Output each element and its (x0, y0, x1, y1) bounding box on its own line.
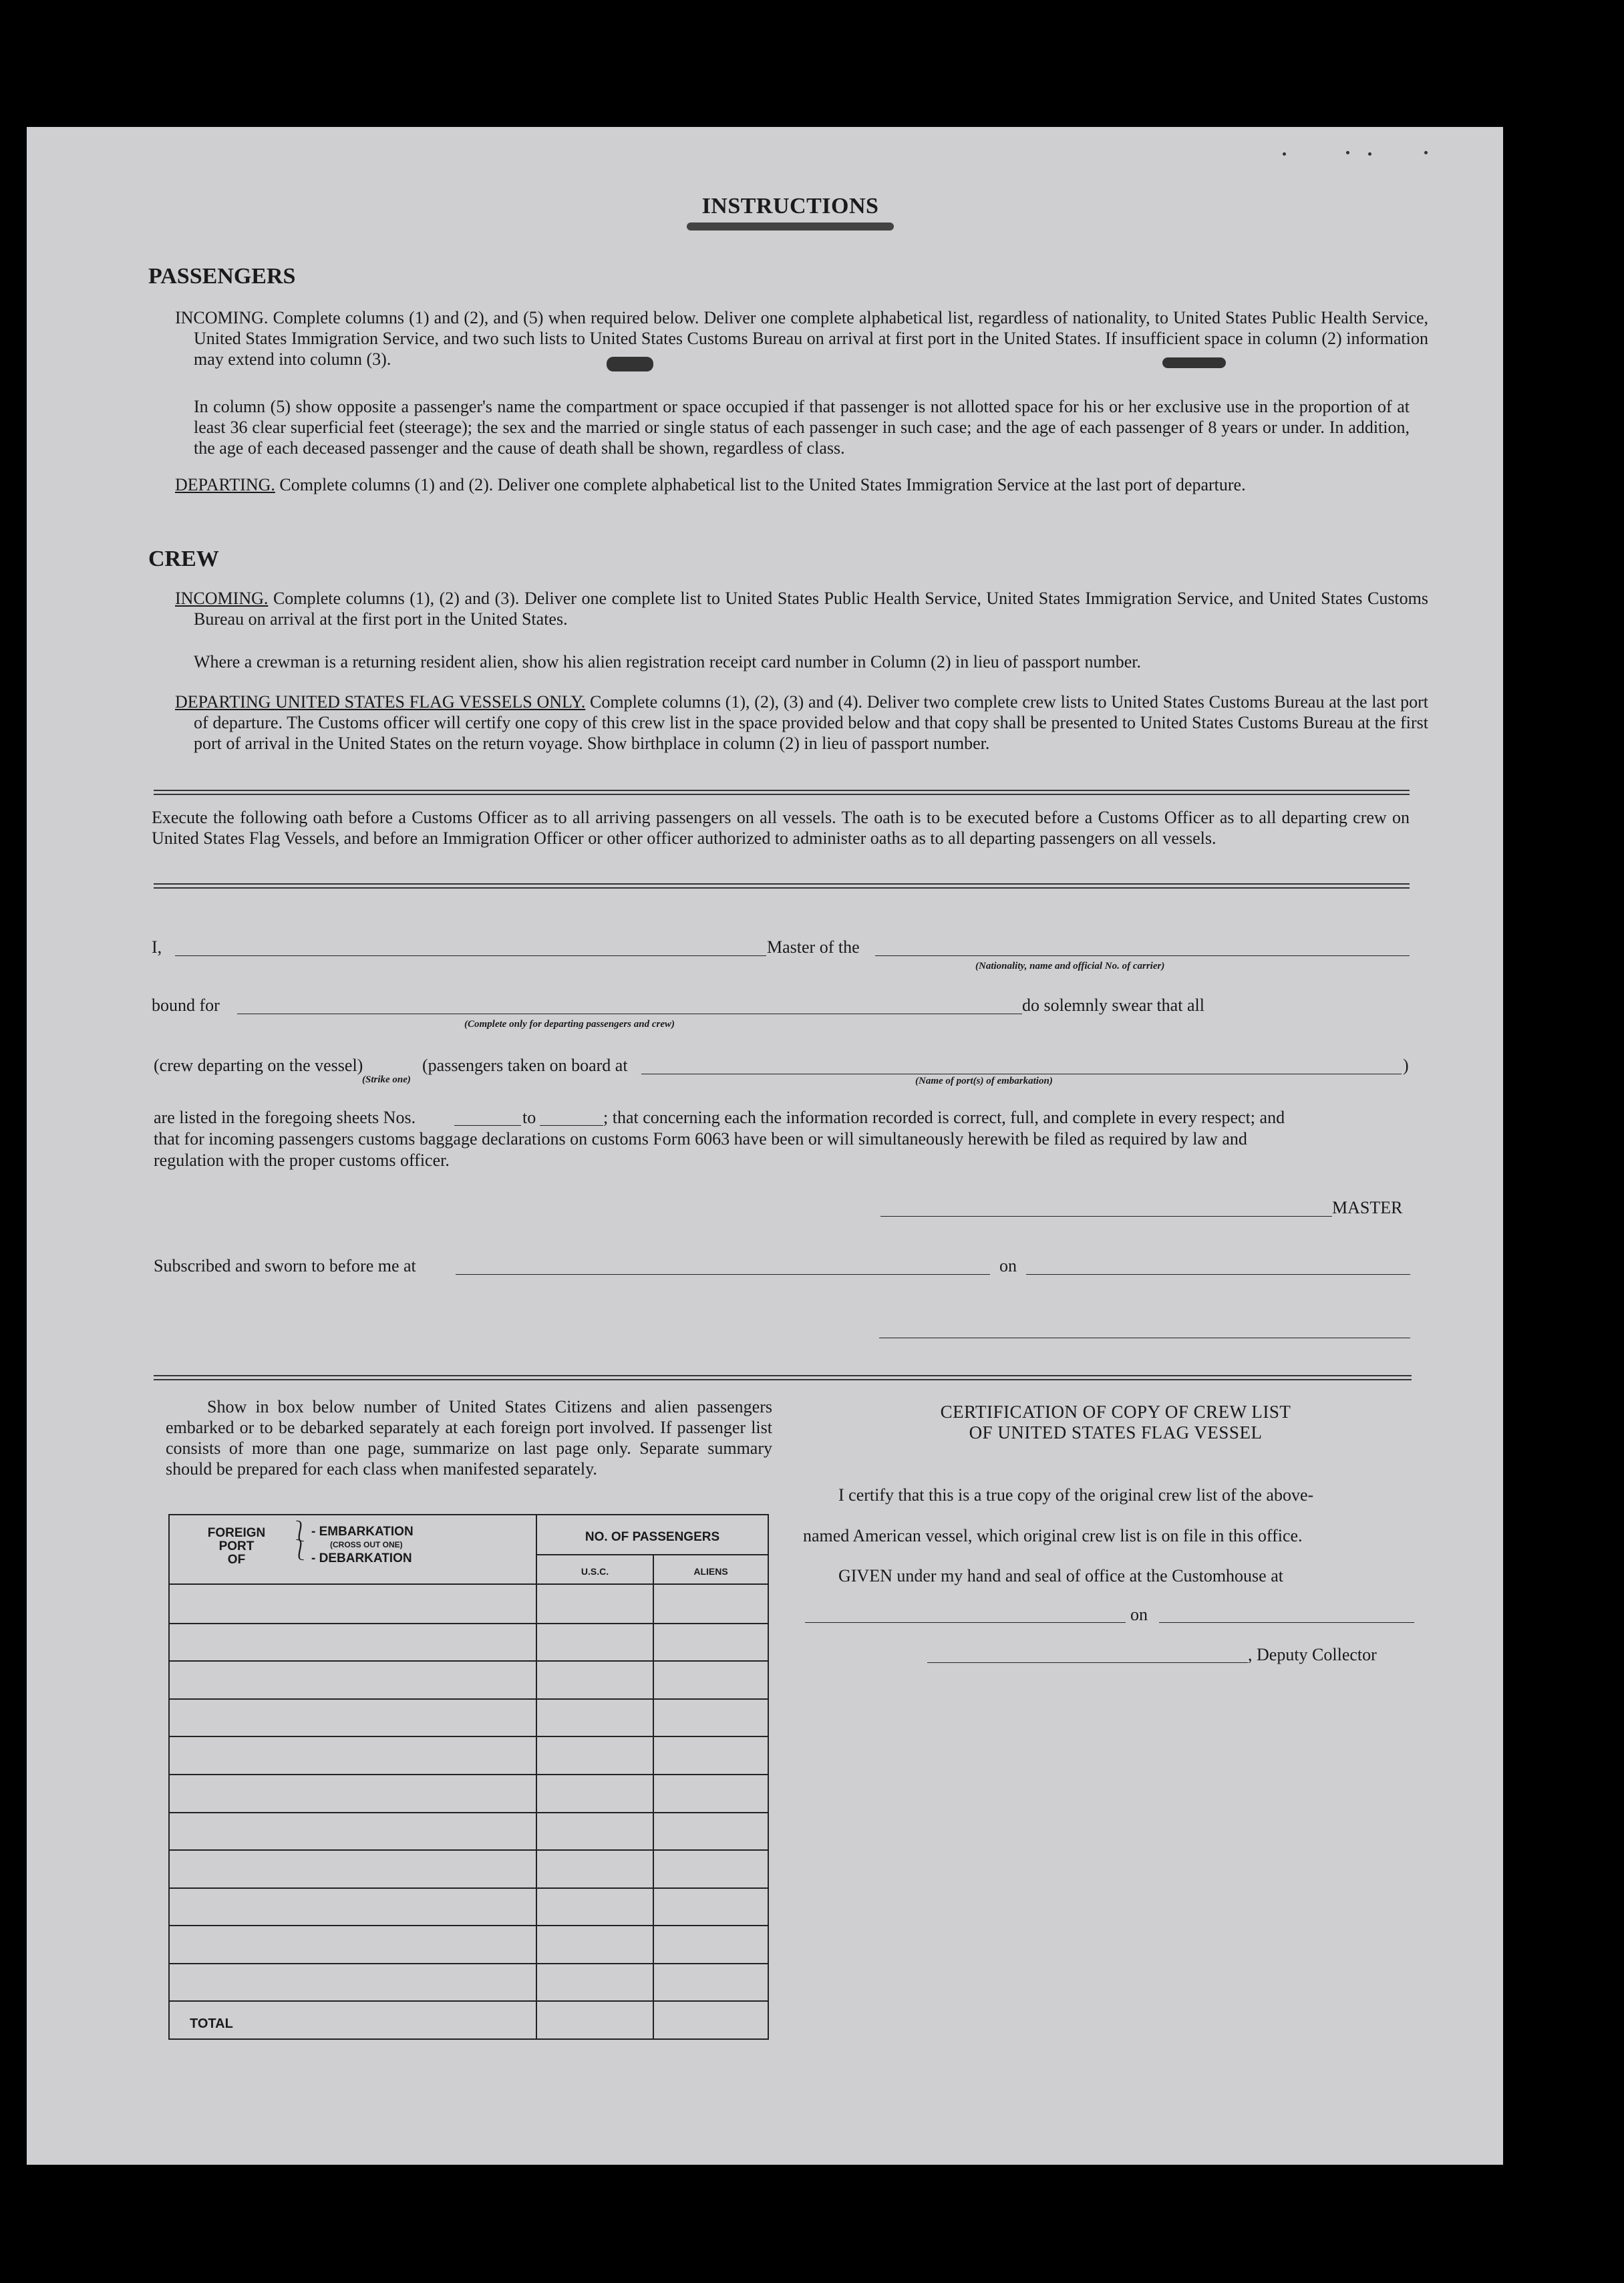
cert-date-line (1159, 1622, 1414, 1623)
subscribed-place-line (456, 1274, 990, 1275)
page-title: INSTRUCTIONS (701, 194, 879, 218)
passengers-taken-option: (passengers taken on board at (422, 1056, 628, 1075)
table-row-rule (170, 1623, 768, 1624)
passengers-departing (175, 474, 1428, 495)
table-divider (536, 1515, 537, 2038)
divider (154, 1375, 1412, 1380)
cert-line1: I certify that this is a true copy of the original crew list of the above- (838, 1485, 1314, 1505)
strike-one-caption: (Strike one) (362, 1074, 411, 1085)
passengers-heading: PASSENGERS (148, 264, 296, 289)
crew-incoming-label: INCOMING. (175, 589, 269, 608)
table-row-rule (170, 1812, 768, 1813)
brace-icon: ⎱ (290, 1539, 310, 1561)
crew-incoming-text: Complete columns (1), (2) and (3). Deliver one complete list to United States Public Health Service, United States Immigration Service, and United States Customs Bureau on arrival at the first port in the United States. (194, 589, 1428, 629)
table-divider (536, 1554, 768, 1555)
master-name-line (175, 955, 766, 956)
crew-incoming (175, 588, 1428, 629)
divider (154, 790, 1410, 795)
table-row-rule (170, 1698, 768, 1700)
title-ink-smudge (687, 222, 894, 231)
bound-for: bound for (152, 996, 220, 1015)
crew-departing-option: (crew departing on the vessel) (154, 1056, 363, 1075)
deputy-signature-line (927, 1662, 1248, 1663)
carrier-line (875, 955, 1410, 956)
passengers-departing-label: DEPARTING. (175, 475, 275, 494)
listed-line3: regulation with the proper customs officer. (154, 1151, 450, 1170)
table-row-rule (170, 1887, 768, 1889)
table-row-rule (170, 1849, 768, 1851)
passengers-incoming-label: INCOMING. (175, 308, 269, 327)
certification-heading-line2: OF UNITED STATES FLAG VESSEL (969, 1422, 1263, 1442)
brace-icon: ⎱ (290, 1521, 310, 1543)
cert-on: on (1130, 1605, 1148, 1624)
table-row-rule (170, 2000, 768, 2002)
table-divider (653, 1555, 654, 2038)
crew-crewman: Where a crewman is a returning resident alien, show his alien registration receipt card number in Column (2) in lieu of passport number. (194, 652, 1142, 671)
listed-line2: that for incoming passengers customs baggage declarations on customs Form 6063 have been or will simultaneously herewith be filed as required by law and (154, 1129, 1247, 1149)
master-label: MASTER (1332, 1198, 1403, 1217)
do-solemnly: do solemnly swear that all (1022, 996, 1204, 1015)
oath-i: I, (152, 937, 162, 957)
table-row-rule (170, 1925, 768, 1926)
col-foreign-port (193, 1527, 280, 1567)
usc-header: U.S.C. (581, 1566, 609, 1577)
deputy-collector: , Deputy Collector (1248, 1645, 1377, 1664)
customhouse-line (805, 1622, 1126, 1623)
passengers-departing-text: Complete columns (1) and (2). Deliver one complete alphabetical list to the United States Immigration Service at the last port of departure. (279, 475, 1246, 494)
cert-line3: GIVEN under my hand and seal of office at the Customhouse at (838, 1566, 1283, 1585)
scan-mark (1368, 152, 1371, 156)
crew-departing-text: Complete columns (1), (2), (3) and (4). Deliver two complete crew lists to United States Customs Bureau at the last port of departure. The Customs officer will certify one copy of this crew list in the space provided below and that copy shall be presented to United States Customs Bureau at the first port of arrival in the United States on the return voyage. Show birthplace in column (2) in lieu of passport number. (194, 692, 1428, 753)
listed-post: ; that concerning each the information recorded is correct, full, and complete in every respect; and (603, 1108, 1285, 1127)
col-port: PORT (218, 1539, 255, 1553)
table-row-rule (170, 1660, 768, 1662)
document-page (27, 127, 1503, 2165)
aliens-header: ALIENS (693, 1566, 728, 1577)
oath-on: on (999, 1256, 1017, 1275)
no-passengers-header: NO. OF PASSENGERS (585, 1530, 720, 1544)
scan-mark (1424, 151, 1428, 154)
col-foreign: FOREIGN (207, 1526, 266, 1540)
sheet-from-line (454, 1125, 521, 1126)
certification-heading-line1: CERTIFICATION OF COPY OF CREW LIST (940, 1402, 1291, 1422)
crew-heading: CREW (148, 547, 219, 571)
scan-mark (1283, 152, 1286, 156)
debarkation-label: - DEBARKATION (311, 1551, 412, 1565)
subscribed-date-line (1026, 1274, 1410, 1275)
certification-heading (815, 1402, 1416, 1443)
scan-mark (1346, 151, 1349, 154)
port-caption: (Name of port(s) of embarkation) (915, 1076, 1053, 1086)
summary-text: Show in box below number of United States Citizens and alien passengers embarked or to be debarked separately at each foreign port involved. If passenger list consists of more than one page, summarize on last page only. Separate summary should be prepared for each class when manifested separately. (166, 1397, 772, 1479)
master-signature-line (880, 1216, 1332, 1217)
listed-to: to (522, 1108, 536, 1127)
table-header-bottom (170, 1583, 768, 1585)
col-of: OF (227, 1553, 246, 1567)
listed-pre: are listed in the foregoing sheets Nos. (154, 1108, 416, 1127)
crew-departing-label: DEPARTING UNITED STATES FLAG VESSELS ONLY. (175, 692, 586, 712)
total-label: TOTAL (190, 2016, 233, 2031)
ink-smudge (1162, 357, 1226, 368)
crew-departing (175, 692, 1428, 754)
cross-out-label: (CROSS OUT ONE) (330, 1540, 403, 1549)
table-row-rule (170, 1736, 768, 1737)
passenger-summary-table (168, 1514, 769, 2040)
master-of-the: Master of the (767, 937, 860, 957)
passengers-incoming-text: Complete columns (1) and (2), and (5) when required below. Deliver one complete alphabetical list, regardless of nationality, to United States Public Health Service, United States Immigration Service, and two such lists to United States Customs Bureau on arrival at first port in the United States. If insufficient space in column (2) information may extend into column (3). (194, 308, 1429, 369)
passengers-column5: In column (5) show opposite a passenger's name the compartment or space occupied if that passenger is not allotted space for his or her exclusive use in the proportion of at least 36 clear superficial feet (steerage); the sex and the married or single status of each passenger in such case; and the age of each passenger of 8 years or under. In addition, the age of each deceased passenger and the cause of death shall be shown, regardless of class. (194, 397, 1410, 458)
close-paren: ) (1403, 1056, 1409, 1075)
cert-line2: named American vessel, which original crew list is on file in this office. (803, 1526, 1303, 1545)
passengers-incoming (175, 307, 1428, 369)
oath-instruction: Execute the following oath before a Customs Officer as to all arriving passengers on all vessels. The oath is to be executed before a Customs Officer as to all departing crew on United States Flag Vessels, and before an Immigration Officer or other officer authorized to administer oaths as to all departing passengers on all vessels. (152, 808, 1410, 848)
embarkation-label: - EMBARKATION (311, 1525, 414, 1539)
divider (154, 883, 1410, 889)
nationality-caption: (Nationality, name and official No. of carrier) (975, 961, 1165, 971)
ink-smudge (607, 357, 653, 371)
table-row-rule (170, 1774, 768, 1775)
table-row-rule (170, 1963, 768, 1964)
complete-only-caption: (Complete only for departing passengers and crew) (464, 1019, 675, 1030)
subscribed: Subscribed and sworn to before me at (154, 1256, 416, 1275)
sheet-to-line (540, 1125, 603, 1126)
